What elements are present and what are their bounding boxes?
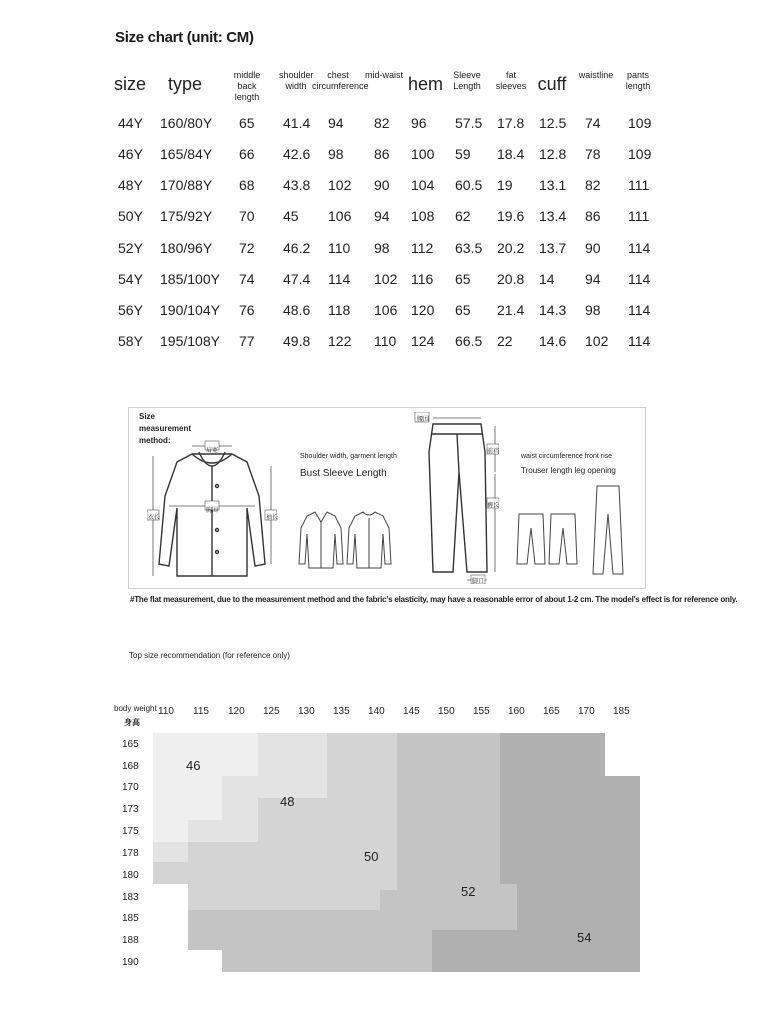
table-cell: 124: [411, 333, 435, 349]
height-label: 身高: [124, 718, 140, 727]
table-cell: 111: [628, 177, 650, 193]
table-cell: 46Y: [118, 146, 143, 162]
weight-tick: 140: [368, 706, 385, 717]
pants-label-waist: 腰围: [417, 417, 430, 423]
jacket-label-shoulder: 肩宽: [206, 448, 219, 454]
table-cell: 66: [239, 146, 255, 162]
table-cell: 50Y: [118, 208, 143, 224]
table-cell: 58Y: [118, 333, 143, 349]
table-header: middle back length: [233, 70, 261, 102]
table-cell: 102: [328, 177, 352, 193]
table-cell: 82: [374, 115, 390, 131]
table-header: size: [113, 74, 146, 94]
height-tick: 180: [122, 870, 139, 881]
table-cell: 106: [328, 208, 352, 224]
table-cell: 72: [239, 240, 255, 256]
weight-tick: 155: [473, 706, 490, 717]
table-cell: 165/84Y: [160, 146, 213, 162]
table-cell: 76: [239, 302, 255, 318]
jacket-label-length: 衣长: [148, 515, 161, 521]
table-cell: 94: [374, 208, 390, 224]
height-tick: 175: [122, 826, 139, 837]
table-cell: 48Y: [118, 177, 143, 193]
table-cell: 12.5: [539, 115, 567, 131]
height-tick: 170: [122, 782, 139, 793]
height-tick: 188: [122, 935, 139, 946]
height-tick: 165: [122, 739, 139, 750]
table-cell: 14.3: [539, 302, 567, 318]
table-cell: 12.8: [539, 146, 567, 162]
table-header: pants length: [625, 70, 651, 91]
table-header: waistline: [578, 70, 614, 80]
table-cell: 45: [283, 208, 299, 224]
table-cell: 175/92Y: [160, 208, 213, 224]
table-cell: 98: [374, 240, 390, 256]
table-cell: 63.5: [455, 240, 483, 256]
table-cell: 116: [411, 271, 434, 287]
height-tick: 183: [122, 892, 139, 903]
weight-tick: 150: [438, 706, 455, 717]
table-cell: 114: [628, 333, 651, 349]
table-cell: 20.2: [497, 240, 525, 256]
weight-tick: 160: [508, 706, 525, 717]
table-cell: 13.4: [539, 208, 567, 224]
table-header: mid-waist: [364, 70, 403, 80]
table-cell: 108: [411, 208, 435, 224]
table-cell: 52Y: [118, 240, 143, 256]
weight-tick: 120: [228, 706, 245, 717]
weight-tick: 115: [193, 706, 209, 717]
height-tick: 178: [122, 848, 139, 859]
table-cell: 77: [239, 333, 255, 349]
table-cell: 90: [585, 240, 601, 256]
zone-label: 48: [280, 794, 295, 809]
table-cell: 114: [628, 302, 651, 318]
weight-tick: 130: [298, 706, 315, 717]
table-cell: 17.8: [497, 115, 525, 131]
pants-caption: waist circumference front rise: [521, 453, 613, 460]
table-cell: 48.6: [283, 302, 311, 318]
table-cell: 60.5: [455, 177, 483, 193]
table-cell: 118: [328, 302, 351, 318]
table-cell: 102: [374, 271, 398, 287]
table-cell: 78: [585, 146, 601, 162]
table-cell: 22: [497, 333, 513, 349]
table-cell: 54Y: [118, 271, 143, 287]
table-cell: 114: [628, 240, 651, 256]
table-cell: 170/88Y: [160, 177, 213, 193]
body-weight-label: body weight: [114, 704, 157, 713]
table-cell: 111: [628, 208, 650, 224]
table-cell: 114: [628, 271, 651, 287]
weight-tick: 165: [543, 706, 560, 717]
zone-label: 52: [461, 884, 476, 899]
table-cell: 13.7: [539, 240, 567, 256]
table-cell: 13.1: [539, 177, 567, 193]
table-cell: 94: [585, 271, 601, 287]
table-cell: 185/100Y: [160, 271, 220, 287]
table-cell: 86: [374, 146, 390, 162]
table-cell: 110: [328, 240, 351, 256]
table-cell: 122: [328, 333, 352, 349]
table-cell: 42.6: [283, 146, 311, 162]
table-cell: 110: [374, 333, 397, 349]
table-cell: 56Y: [118, 302, 143, 318]
weight-tick: 185: [613, 706, 630, 717]
table-cell: 86: [585, 208, 601, 224]
table-cell: 195/108Y: [160, 333, 220, 349]
pants-label-opening: 脚口: [472, 579, 485, 585]
table-cell: 19.6: [497, 208, 525, 224]
table-cell: 57.5: [455, 115, 483, 131]
table-cell: 62: [455, 208, 471, 224]
table-header: cuff: [537, 74, 567, 94]
table-cell: 65: [455, 302, 471, 318]
table-cell: 66.5: [455, 333, 483, 349]
height-tick: 168: [122, 761, 139, 772]
weight-tick: 170: [578, 706, 595, 717]
table-header: shoulder width: [279, 70, 314, 91]
table-cell: 19: [497, 177, 513, 193]
pants-label-rise: 前裆: [487, 449, 500, 455]
table-cell: 74: [239, 271, 255, 287]
table-cell: 109: [628, 115, 652, 131]
table-cell: 18.4: [497, 146, 525, 162]
table-header: fat sleeves: [495, 70, 527, 91]
method-label: Size measurement method:: [139, 412, 192, 445]
height-tick: 173: [122, 804, 139, 815]
table-cell: 190/104Y: [160, 302, 220, 318]
table-cell: 47.4: [283, 271, 311, 287]
table-cell: 114: [328, 271, 351, 287]
table-cell: 112: [411, 240, 434, 256]
table-cell: 94: [328, 115, 344, 131]
weight-tick: 135: [333, 706, 350, 717]
table-cell: 14.6: [539, 333, 567, 349]
pants-label-length: 裤长: [487, 503, 500, 509]
table-cell: 109: [628, 146, 652, 162]
table-cell: 106: [374, 302, 398, 318]
table-cell: 68: [239, 177, 255, 193]
table-cell: 43.8: [283, 177, 311, 193]
table-cell: 98: [328, 146, 344, 162]
recommendation-title: Top size recommendation (for reference only): [129, 651, 290, 660]
table-cell: 20.8: [497, 271, 525, 287]
table-cell: 104: [411, 177, 435, 193]
height-tick: 185: [122, 913, 139, 924]
jacket-label-chest: 胸围: [206, 508, 219, 514]
top-caption-2: Bust Sleeve Length: [300, 468, 387, 479]
zone-label: 50: [364, 849, 379, 864]
table-header: chest circumference: [312, 70, 369, 91]
table-cell: 100: [411, 146, 435, 162]
weight-tick: 145: [403, 706, 420, 717]
table-cell: 59: [455, 146, 471, 162]
table-cell: 44Y: [118, 115, 143, 131]
table-cell: 41.4: [283, 115, 311, 131]
zone-label: 46: [186, 758, 201, 773]
table-cell: 96: [411, 115, 427, 131]
table-cell: 65: [455, 271, 471, 287]
table-cell: 14: [539, 271, 555, 287]
pants-caption-2: Trouser length leg opening: [521, 466, 616, 475]
jacket-label-sleeve: 袖长: [266, 515, 279, 521]
table-cell: 74: [585, 115, 601, 131]
weight-tick: 125: [263, 706, 280, 717]
table-cell: 65: [239, 115, 255, 131]
table-cell: 90: [374, 177, 390, 193]
table-cell: 49.8: [283, 333, 311, 349]
zone-label: 54: [577, 930, 592, 945]
table-cell: 46.2: [283, 240, 311, 256]
table-cell: 98: [585, 302, 601, 318]
weight-tick: 110: [158, 706, 174, 717]
table-cell: 120: [411, 302, 435, 318]
top-caption: Shoulder width, garment length: [300, 453, 397, 460]
table-cell: 70: [239, 208, 255, 224]
height-tick: 190: [122, 957, 139, 968]
page-title: Size chart (unit: CM): [115, 29, 254, 46]
table-header: hem: [408, 74, 444, 94]
table-cell: 82: [585, 177, 601, 193]
table-cell: 102: [585, 333, 609, 349]
footnote: #The flat measurement, due to the measurement method and the fabric's elasticity, may have a reasonable error of about 1-2 cm. The model's effect is for reference only.: [130, 595, 738, 604]
table-header: type: [167, 74, 203, 94]
table-cell: 160/80Y: [160, 115, 213, 131]
table-cell: 180/96Y: [160, 240, 213, 256]
table-cell: 21.4: [497, 302, 525, 318]
table-header: Sleeve Length: [453, 70, 481, 91]
